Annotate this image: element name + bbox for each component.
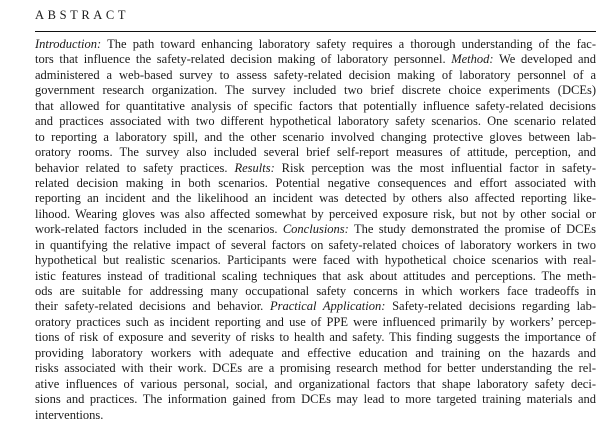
abstract-line: [35, 145, 596, 160]
abstract-line: [35, 222, 596, 237]
abstract-line: [35, 68, 596, 83]
abstract-text: oratory rooms. The survey also included several brief self-report measures of attitude, perception, and: [35, 145, 596, 160]
section-label: Conclusions:: [282, 222, 349, 237]
abstract-text: related decision making in both scenarios. Potential negative consequences and effort associated with: [35, 175, 596, 190]
abstract-line: [35, 253, 596, 268]
abstract-text: ods are suitable for addressing many occupational safety concerns in which workers face tradeoffs in: [35, 284, 596, 298]
abstract-line: [35, 99, 596, 114]
abstract-text: We developed and: [493, 52, 596, 67]
abstract-text: lihood. Wearing gloves was also affected somewhat by perceived exposure risk, but not by other social or: [35, 206, 596, 221]
section-label: Introduction:: [35, 37, 102, 51]
abstract-line: [35, 238, 596, 253]
abstract-line: [35, 207, 596, 222]
abstract-text: tions of risk of exposure and severity of risks to health and safety. This finding suggests the importance of: [35, 330, 596, 345]
abstract-text: Risk perception was the most influential factor in safety-: [274, 160, 597, 175]
section-label: Results:: [234, 160, 275, 175]
abstract-text: in quantifying the relative impact of several factors on safety-related choices of laboratory workers in two: [35, 237, 596, 252]
abstract-text: that allowed for quantitative analysis of specific factors that potentially influence safety-related decisions: [35, 98, 596, 113]
abstract-line: [35, 377, 596, 392]
heading-rule: [35, 31, 596, 32]
abstract-text: hypothetical but realistic scenarios. Participants were faced with hypothetical choice scenarios with real-: [35, 253, 596, 268]
abstract-text: ative influences of various personal, social, and organizational factors that shape laboratory safety deci-: [35, 376, 596, 391]
abstract-line: [35, 408, 596, 423]
abstract-line: [35, 361, 596, 376]
abstract-text: reporting an incident and the likelihood an incident was detected by others also affected reporting like-: [35, 191, 596, 206]
abstract-line: [35, 284, 596, 299]
abstract-heading: ABSTRACT: [35, 8, 130, 22]
abstract-text: istic features instead of traditional scaling techniques that ask about attitudes and perceptions. The meth-: [35, 268, 596, 283]
abstract-line: [35, 161, 596, 176]
section-label: Method:: [451, 52, 494, 67]
abstract-text: work-related factors included in the scenarios.: [35, 222, 283, 237]
abstract-text: administered a web-based survey to assess safety-related decision making of laboratory personnel of a: [35, 67, 596, 82]
abstract-text: their safety-related decisions and behavior.: [35, 299, 270, 314]
abstract-text: Safety-related decisions regarding lab-: [385, 299, 597, 314]
section-label: Practical Application:: [269, 299, 386, 314]
abstract-line: [35, 176, 596, 191]
abstract-text: sions and practices. The information gained from DCEs may lead to more targeted training materials and: [35, 392, 596, 407]
abstract-text: providing laboratory workers with adequate and effective education and training on the hazards and: [35, 345, 596, 360]
abstract-line: [35, 315, 596, 330]
abstract-text: government research organization. The survey included two brief discrete choice experiments (DCEs): [35, 83, 596, 98]
abstract-text: interventions.: [35, 407, 104, 422]
abstract-line: [35, 52, 596, 67]
abstract-line: [35, 330, 596, 345]
abstract-text: oratory practices such as incident reporting and use of PPE were influenced primarily by workers’ percep-: [35, 314, 596, 329]
abstract-line: [35, 191, 596, 206]
abstract-line: [35, 83, 596, 98]
abstract-line: [35, 114, 596, 129]
abstract-text: tors that influence the safety-related decision making of laboratory personnel.: [35, 52, 452, 67]
abstract-text: The path toward enhancing laboratory safety requires a thorough understanding of the fac-: [101, 37, 596, 51]
abstract-line: [35, 299, 596, 314]
abstract-line: [35, 37, 596, 52]
abstract-line: [35, 269, 596, 284]
abstract-line: [35, 130, 596, 145]
abstract-body: [35, 37, 596, 423]
abstract-text: behavior related to safety practices.: [35, 160, 235, 175]
abstract-text: The study demonstrated the promise of DCEs: [348, 222, 596, 237]
abstract-text: to reporting a laboratory spill, and the other scenario involved changing protective gloves between lab-: [35, 129, 596, 144]
abstract-line: [35, 392, 596, 407]
abstract-text: and practices associated with two different hypothetical laboratory safety scenarios. One scenario related: [35, 114, 596, 129]
abstract-text: risks associated with their work. DCEs are a promising research method for better understanding the rel-: [35, 361, 596, 376]
abstract-line: [35, 346, 596, 361]
